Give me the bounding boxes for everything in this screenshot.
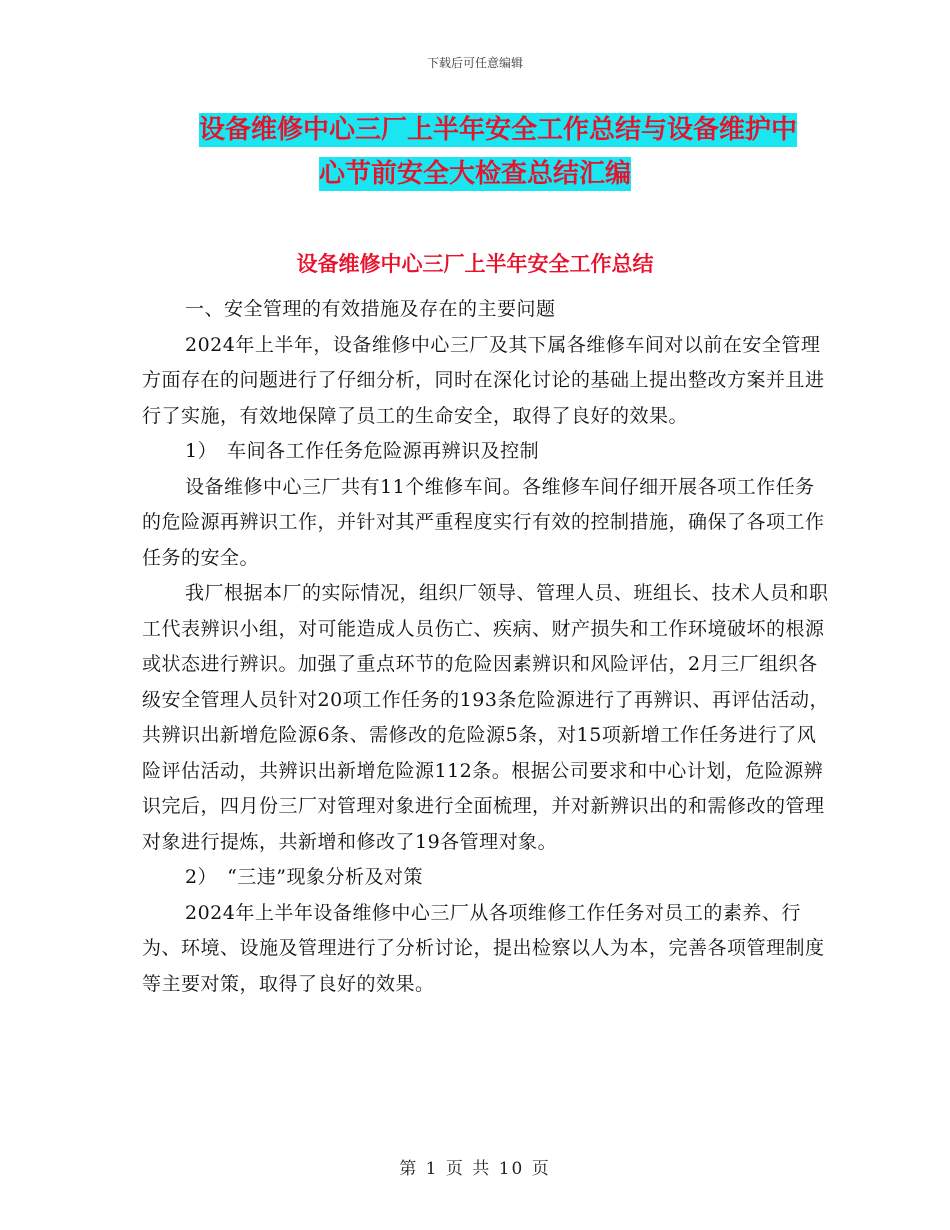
document-title-line-1 — [0, 112, 950, 148]
paragraph: 2024年上半年，设备维修中心三厂及其下属各维修车间对以前在安全管理方面存在的问题进行了仔细分析，同时在深化讨论的基础上提出整改方案并且进行了实施，有效地保障了员工的生命安全，取得了良好的效果。 — [142, 333, 825, 427]
paragraph-subheading-1: 1） 车间各工作任务危险源再辨识及控制 — [185, 440, 540, 462]
paragraph: 我厂根据本厂的实际情况，组织厂领导、管理人员、班组长、技术人员和职工代表辨识小组，对可能造成人员伤亡、疾病、财产损失和工作环境破坏的根源或状态进行辨识。加强了重点环节的危险因素辨识和风险评估，2月三厂组织各级安全管理人员针对20项工作任务的193条危险源进行了再辨识、再评估活动，共辨识出新增危险源6条、需修改的危险源5条，对15项新增工作任务进行了风险评估活动，共辨识出新增危险源112条。根据公司要求和中心计划，危险源辨识完后，四月份三厂对管理对象进行全面梳理，并对新辨识出的和需修改的管理对象进行提炼，共新增和修改了19各管理对象。 — [142, 582, 829, 853]
page-footer: 第 1 页 共 10 页 — [399, 1159, 551, 1179]
section-title: 设备维修中心三厂上半年安全工作总结 — [296, 252, 654, 276]
paragraph: 2024年上半年设备维修中心三厂从各项维修工作任务对员工的素养、行为、环境、设施及管理进行了分析讨论，提出检察以人为本，完善各项管理制度等主要对策，取得了良好的效果。 — [142, 901, 825, 995]
title-highlight-2: 心节前安全大检查总结汇编 — [318, 159, 631, 189]
body-text — [142, 292, 832, 1002]
title-highlight-1: 设备维修中心三厂上半年安全工作总结与设备维护中 — [198, 115, 797, 145]
paragraph-subheading-2: 2） “三违”现象分析及对策 — [185, 866, 424, 888]
paragraph-heading-1: 一、安全管理的有效措施及存在的主要问题 — [185, 298, 556, 320]
paragraph: 设备维修中心三厂共有11个维修车间。各维修车间仔细开展各项工作任务的危险源再辨识工作，并针对其严重程度实行有效的控制措施，确保了各项工作任务的安全。 — [142, 475, 825, 569]
document-title-line-2 — [0, 156, 950, 192]
header-note: 下载后可任意编辑 — [426, 56, 523, 70]
